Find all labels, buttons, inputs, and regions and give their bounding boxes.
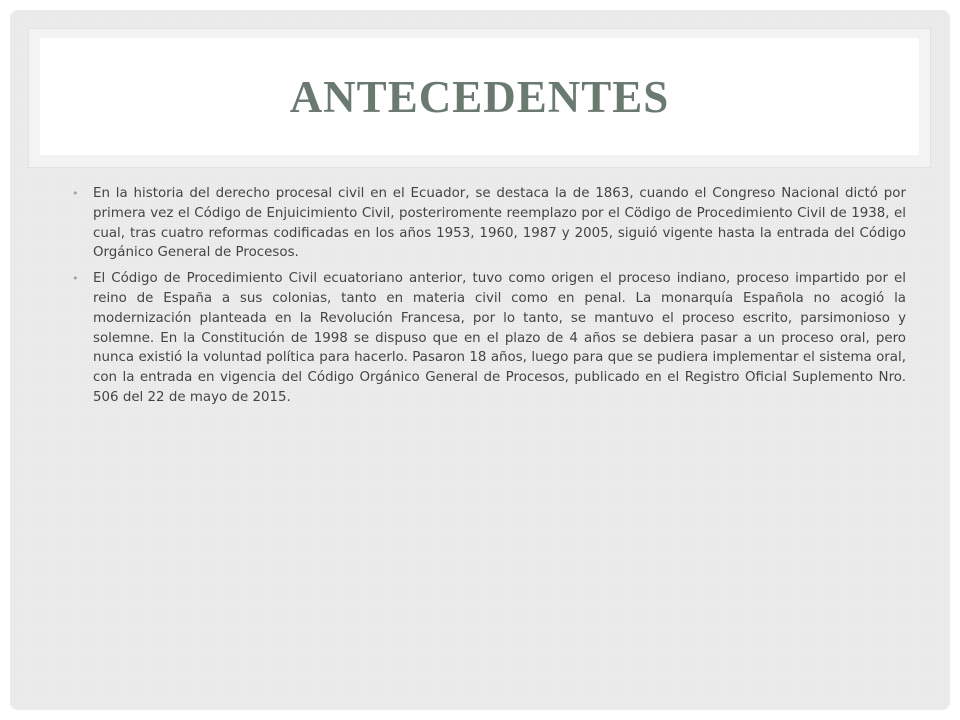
bullet-icon: • [72, 187, 79, 200]
title-box [40, 38, 919, 155]
bullet-text: El Código de Procedimiento Civil ecuatoriano anterior, tuvo como origen el proceso indiano, proceso impartido por el reino de España a sus colonias, tanto en materia civil como en penal. La monarquía Española no acogió la modernización planteada en la Revolución Francesa, por lo tanto, se mantuvo el proceso escrito, parsimonioso y solemne. En la Constitución de 1998 se dispuso que en el plazo de 4 años se debiera pasar a un proceso oral, pero nunca existió la voluntad política para hacerlo. Pasaron 18 años, luego para que se pudiera implementar el sistema oral, con la entrada en vigencia del Código Orgánico General de Procesos, publicado en el Registro Oficial Suplemento Nro. 506 del 22 de mayo de 2015. [93, 271, 906, 405]
bullet-icon: • [72, 272, 79, 286]
bullet-item [72, 269, 906, 408]
bullet-text: En la historia del derecho procesal civil en el Ecuador, se destaca la de 1863, cuando el Congreso Nacional dictó por primera vez el Código de Enjuicimiento Civil, posteriromente reemplazo por el Cödigo de Procedimiento Civil de 1938, el cual, tras cuatro reformas codificadas en los años 1953, 1960, 1987 y 2005, siguió vigente hasta la entrada del Código Orgánico General de Procesos. [93, 186, 906, 261]
slide-title: ANTECEDENTES [289, 71, 670, 122]
bullet-item [72, 184, 906, 263]
bullet-list [72, 184, 906, 414]
